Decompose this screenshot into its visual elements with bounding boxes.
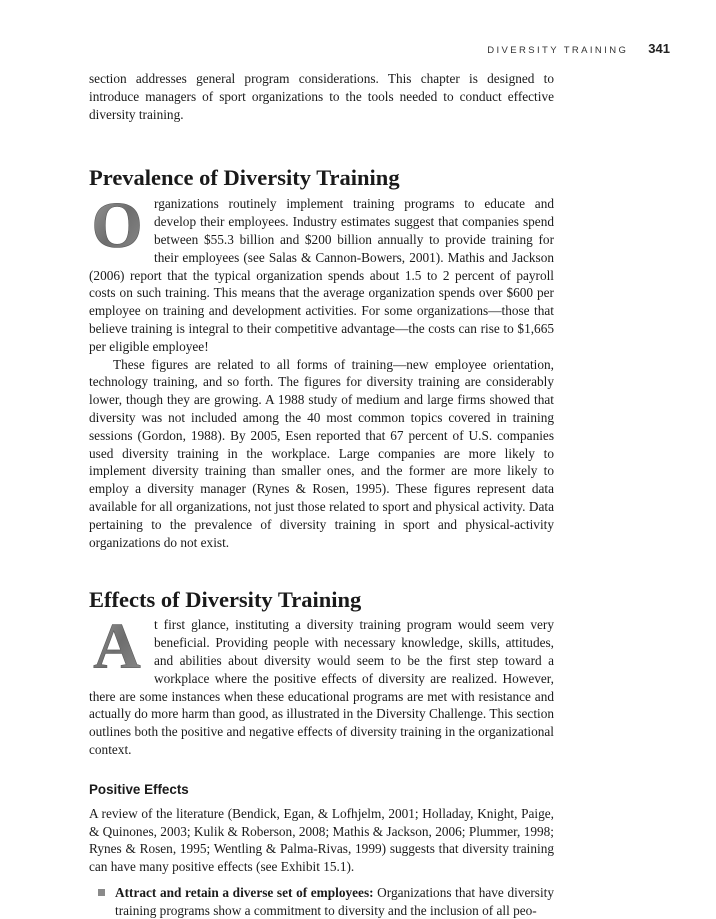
dropcap-o-letter: O [91, 197, 143, 250]
positive-effects-paragraph: A review of the literature (Bendick, Egan, & Lofhjelm, 2001; Holladay, Knight, Paige, & Quinones, 2003; Kulik & Roberson, 2008; Mathis & Jackson, 2006; Plummer, 1998; Rynes & Rosen, 1995; Wentling & Palma-Rivas, 1999) suggests that diversity training can have many positive effects (see Exhibit 15.1). [89, 805, 554, 875]
page-body [89, 70, 554, 919]
list-item-lead: Attract and retain a diverse set of employees: [115, 884, 374, 900]
dropcap-o [88, 197, 150, 249]
page-number: 341 [648, 41, 670, 56]
running-title: DIVERSITY TRAINING [487, 45, 629, 56]
section-heading-effects: Effects of Diversity Training [89, 587, 362, 613]
dropcap-a-letter: A [93, 618, 141, 671]
section-prevalence [89, 195, 554, 551]
positive-effects-list [89, 884, 554, 919]
list-item [89, 884, 554, 919]
square-bullet-icon [98, 889, 105, 896]
intro-paragraph: section addresses general program considerations. This chapter is designed to introduce managers of sport organizations to the tools needed to conduct effective diversity training. [89, 71, 554, 122]
section-heading-prevalence: Prevalence of Diversity Training [89, 165, 400, 191]
section-effects [89, 616, 554, 758]
subsection-heading-positive-effects: Positive Effects [89, 781, 189, 797]
list-item-text: Organizations that have diversity training programs show a commitment to diversity and the inclusion of all peo- [115, 884, 554, 918]
running-head [487, 41, 670, 56]
prevalence-paragraph-2: These figures are related to all forms of training—new employee orientation, technology training, and so forth. The figures for diversity training are considerably lower, though they are growing. A 1988 study of medium and large firms showed that diversity was not included among the 40 most common topics covered in training sessions (Gordon, 1988). By 2005, Esen reported that 67 percent of U.S. companies used diversity training in the workplace. Large companies are more likely to implement diversity training than smaller ones, and the former are more likely to employ a diversity manager (Rynes & Rosen, 1995). These figures represent data available for all organizations, not just those related to sport and physical activity. Data pertaining to the prevalence of diversity training in sport and physical-activity organizations do not exist. [89, 356, 554, 550]
prevalence-paragraph-1 [89, 195, 554, 355]
prevalence-paragraph-1-text: rganizations routinely implement training programs to educate and develop their employees. Industry estimates suggest that companies spend between $55.3 billion and $200 billion annually to provide training for their employees (see Salas & Cannon-Bowers, 2001). Mathis and Jackson (2006) report that the typical organization spends about 1.5 to 2 percent of payroll costs on such training. This means that the average organization spends over $600 per employee on training and development activities. For some organizations—those that believe training is integral to their competitive advantage—the costs can rise to $1,665 per eligible employee! [89, 196, 554, 354]
effects-paragraph-1-text: t first glance, instituting a diversity training program would seem very beneficial. Providing people with necessary knowledge, skills, attitudes, and abilities about diversity would seem to be the first step toward a workplace where the positive effects of diversity are realized. However, there are some instances when these educational programs are met with resistance and actually do more harm than good, as illustrated in the Diversity Challenge. This section outlines both the positive and negative effects of diversity training in the organizational context. [89, 617, 554, 757]
effects-paragraph-1 [89, 616, 554, 758]
dropcap-a [88, 618, 150, 670]
